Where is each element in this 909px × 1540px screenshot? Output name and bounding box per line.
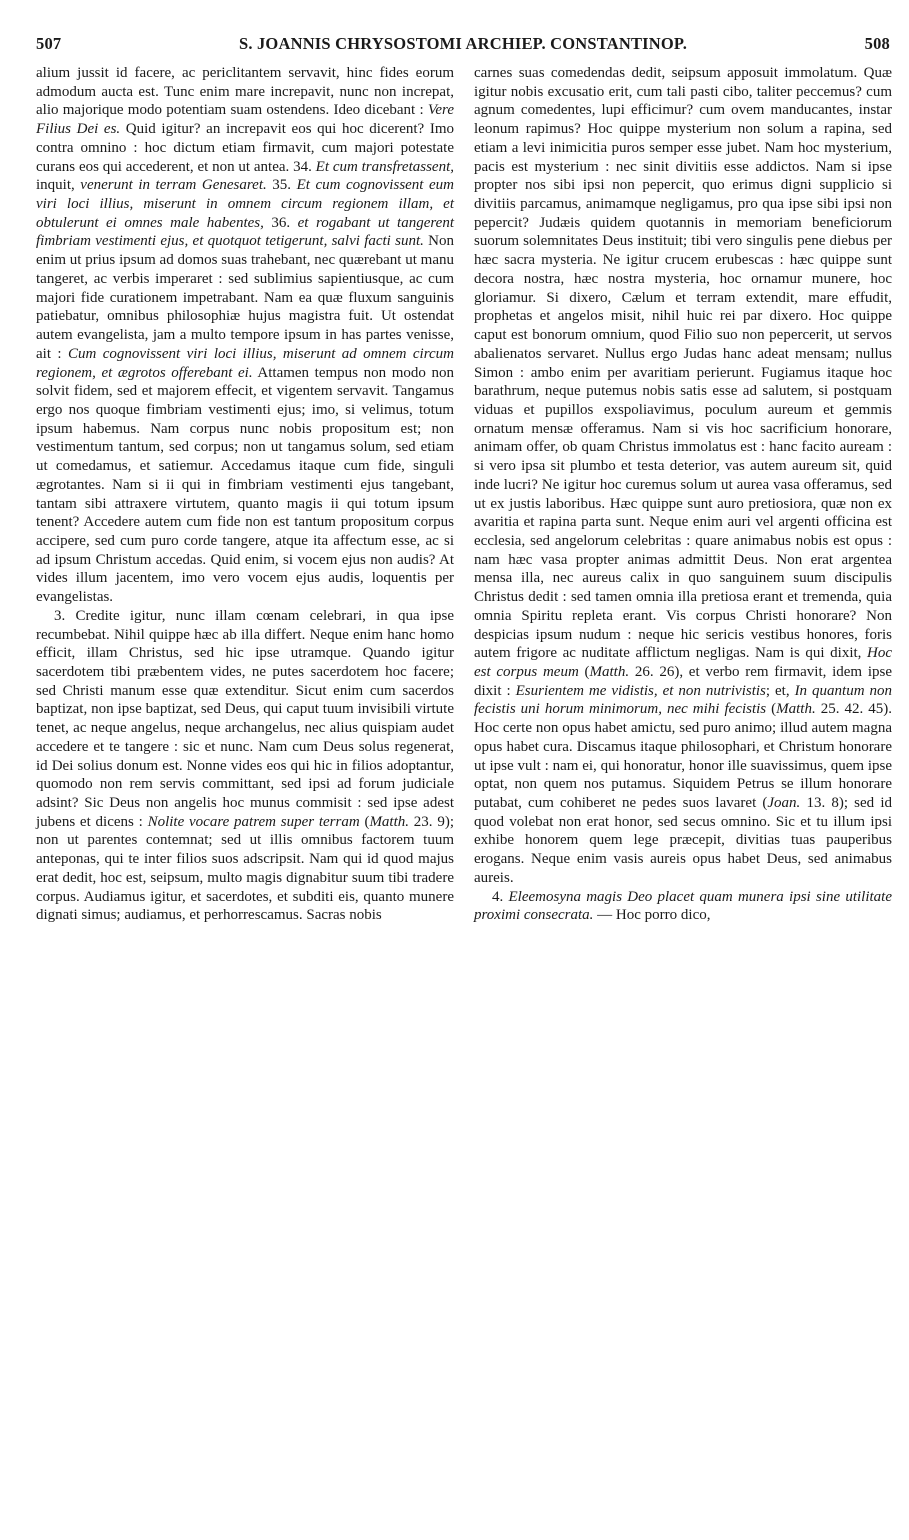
- quote-run: Esurientem me vidistis, et non nutrivistis: [515, 682, 766, 699]
- text-run: 23. 9); non ut parentes contemnat; sed ut illis omnibus factorem tuum anteponas, qui te inter filios suos adscripsit. Nam qui id quod majus erat dedit, hoc est, seipsum, multo magis dignabitur suum tibi tradere corpus. Audiamus igitur, et sacerdotes, et subditi eis, quanto munere dignati simus; audiamus, et perhorrescamus. Sacras nobis: [36, 813, 454, 924]
- right-paragraph-1: [474, 64, 892, 888]
- citation-run: Matth.: [776, 701, 816, 718]
- text-run: 3. Credite igitur, nunc illam cœnam celebrari, in qua ipse recumbebat. Nihil quippe hæc ab illa differt. Neque enim hanc homo efficit, illam Christus, sed hic ipse utramque. Quando igitur sacerdotem tibi præbentem vides, ne putes sacerdotem hoc facere; sed Christi manum esse quæ extenditur. Sicut enim cum sacerdos baptizat, non ipse baptizat, sed Deus, qui caput tuum invisibili virtute tenet, ac neque angelus, neque archangelus, nec alius quispiam audet accedere et te tangere : sic et nunc. Nam cum Deus solus regenerat, id Dei solius donum est. Nonne vides eos qui hic in filios adoptantur, quomodo non rem servis committant, sed ipsi ad forum judiciale adsint? Sic Deus non angelis hoc munus commisit : sed ipse adest jubens et dicens :: [36, 607, 454, 830]
- page-header: [36, 34, 890, 58]
- running-title: S. JOANNIS CHRYSOSTOMI ARCHIEP. CONSTANTINOP.: [238, 34, 688, 53]
- text-run: alium jussit id facere, ac periclitantem servavit, hinc fides eorum admodum aucta est. Tunc enim mare increpavit, nunc non increpat, alio majorique modo potentiam suam ostendens. Ideo dicebant :: [36, 65, 454, 119]
- page-number-right: 508: [864, 34, 890, 53]
- text-run: (: [766, 701, 777, 718]
- text-run: ; et,: [765, 682, 795, 699]
- citation-run: Matth.: [589, 664, 630, 680]
- quote-run: In quantum non fecistis uni horum minimorum, nec mihi fecistis: [474, 682, 892, 718]
- quote-run: Et cum cognovissent eum viri loci illius, miserunt in omnem circum regionem illam, et obtulerunt ei omnes male habentes,: [36, 177, 455, 231]
- text-run: 25. 42. 45). Hoc certe non opus habet amictu, sed puro animo; illud autem magna opus habet cura. Discamus itaque philosophari, et Christum honorare ut ipse vult : nam ei, qui honoratur, honor ille suavissimus, quem ipse optat, non quem nos putamus. Siquidem Petrus se illum honorare putabat, cum cohiberet ne pedes suos lavaret (: [474, 701, 893, 812]
- text-run: (: [359, 813, 370, 830]
- section-number: 4.: [492, 888, 509, 905]
- text-run: Attamen tempus non modo non solvit fidem, sed et majorem effecit, et vigentem servavit. Tangamus ergo nos quoque fimbriam vestimenti ejus; imo, si velimus, totum ipsum habemus. Nam corpus nunc nobis propositum est; non vestimentum tantum, sed corpus; non ut tangamus solum, sed etiam ut comedamus, et satiemur. Accedamus itaque cum fide, singuli ægrotantes. Nam si ii qui in fimbriam vestimenti ejus tangebant, tantam sibi attraxere virtutem, quanto magis ii qui totum ipsum tenent? Accedere autem cum fide non est tantum propositum corpus accipere, sed cum puro corde tangere, atque ita affectum esse, ac si ad ipsum Christum accedas. Quid enim, si vocem ejus non audis? At vides illum jacentem, imo vero vocem ejus audis, loquentis per evangelistas.: [36, 364, 455, 606]
- text-run: inquit,: [36, 177, 81, 194]
- left-paragraph-1: [36, 64, 454, 607]
- quote-run: et rogabant ut tangerent fimbriam vestimenti ejus, et quotquot tetigerunt, salvi facti sunt.: [36, 214, 454, 250]
- right-paragraph-2: [474, 888, 892, 925]
- text-run: 36.: [263, 214, 298, 231]
- citation-run: Matth.: [369, 813, 410, 830]
- text-run: Non enim ut prius ipsum ad domos suas trahebant, nec quærebant ut manu tangeret, ac verbis imperaret : sed sublimius sapientiusque, ac cum majori fide curationem impetrabant. Nam ea quæ fluxum sanguinis patiebatur, omnibus philosophiæ hujus magistra fuit. Ut ostendat autem evangelista, jam a multo tempore ipsum in has partes venisse, ait :: [36, 233, 454, 362]
- quote-run: Nolite vocare patrem super terram: [147, 813, 360, 830]
- page-number-left: 507: [36, 34, 62, 53]
- text-run: — Hoc porro dico,: [593, 907, 711, 924]
- quote-run: Cum cognovissent viri loci illius, miserunt ad omnem circum regionem, et ægrotos offerebant ei.: [36, 345, 454, 381]
- text-run: 35.: [266, 177, 297, 194]
- quote-run: Vere Filius Dei es.: [36, 102, 454, 138]
- left-paragraph-2: [36, 607, 454, 925]
- text-run: Quid igitur? an increpavit eos qui hoc dicerent? Imo contra omnino : hoc dictum etiam firmavit, cum majori potestate curans eos qui accederent, et non ut antea. 34.: [36, 121, 454, 175]
- quote-run: venerunt in terram Genesaret.: [80, 177, 267, 194]
- citation-run: Joan.: [767, 795, 801, 812]
- left-column: [36, 64, 454, 925]
- quote-run: Et cum transfretassent,: [315, 158, 454, 175]
- quote-run: Hoc est corpus meum: [474, 645, 892, 680]
- text-run: 26. 26), et verbo rem firmavit, idem ipse dixit :: [474, 664, 892, 699]
- text-run: carnes suas comedendas dedit, seipsum apposuit immolatum. Quæ igitur nobis excusatio erit, cum tali pasti cibo, taliter peccemus? cum agnum comedentes, lupi efficimur? cum ovem manducantes, instar leonum rapimus? Hoc quippe mysterium non solum a rapina, sed etiam a levi inimicitia puros semper esse jubet. Nam hoc mysterium, pacis est mysterium : nec sinit divitiis esse addictos. Nam si ipse propter nos sibi ipsi non pepercit, quo erimus digni supplicio si divitiis parcamus, animamque negligamus, pro qua ipse sibi ipsi non pepercit? Judæis quidem quotannis in memoriam beneficiorum suorum solemnitates Deus instituit; tibi vero singulis pene diebus per hæc sacra mysteria. Ne igitur crucem erubescas : hæc quippe sunt decora nostra, hæc nostra mysteria, hoc ornamur munere, hoc gloriamur. Si dixero, Cælum et terram extendit, mare effudit, prophetas et angelos misit, nihil huic rei par dixero. Hoc quippe caput est bonorum omnium, quod Filio suo non pepercerit, ut servos abalienatos servaret. Nullus ergo Judas hanc adeat mensam; nullus Simon : ambo enim per avaritiam perierunt. Fugiamus itaque hoc barathrum, neque putemus nobis satis esse ad salutem, si postquam viduas et pupillos exspoliavimus, poculum aureum et gemmis ornatum mensæ offeramus. Nam si vis hoc sacrificium honorare, animam offer, ob quam Christus immolatus est : hanc facito auream : si vero ipsa sit plumbo et testa deterior, vas autem aureum sit, quid inde lucri? Ne igitur hoc curemus solum ut aurea vasa offeramus, sed ut ex justis laboribus. Hæc quippe sunt auro pretiosiora, quæ non ex avaritia et rapina parta sunt. Neque enim auri vel argenti officina est ecclesia, sed angelorum celebritas : quare animabus nobis est opus : nam hæc vasa propter animas admittit Deus. Non erat argentea mensa illa, nec aureus calix in quo sanguinem suum discipulis Christus dedit : sed tamen omnia illa pretiosa erant et tremenda, quia omnia Spiritu repleta erant. Vis corpus Christi honorare? Non despicias ipsum nudum : neque hic sericis vestibus honores, foris autem frigore ac nuditate afflictum negligas. Nam is qui dixit,: [474, 65, 892, 662]
- section-heading: Eleemosyna magis Deo placet quam munera ipsi sine utilitate proximi consecrata.: [474, 888, 893, 924]
- text-run: 13. 8); sed id quod volebat non erat honor, sed secus omnino. Sic et tu illum ipsi exhibe honorem quem lege præcepit, divitias tuas pauperibus erogans. Neque enim vasis aureis opus habet Deus, sed animabus aureis.: [474, 795, 893, 886]
- text-run: (: [578, 664, 590, 680]
- right-column: [474, 64, 892, 925]
